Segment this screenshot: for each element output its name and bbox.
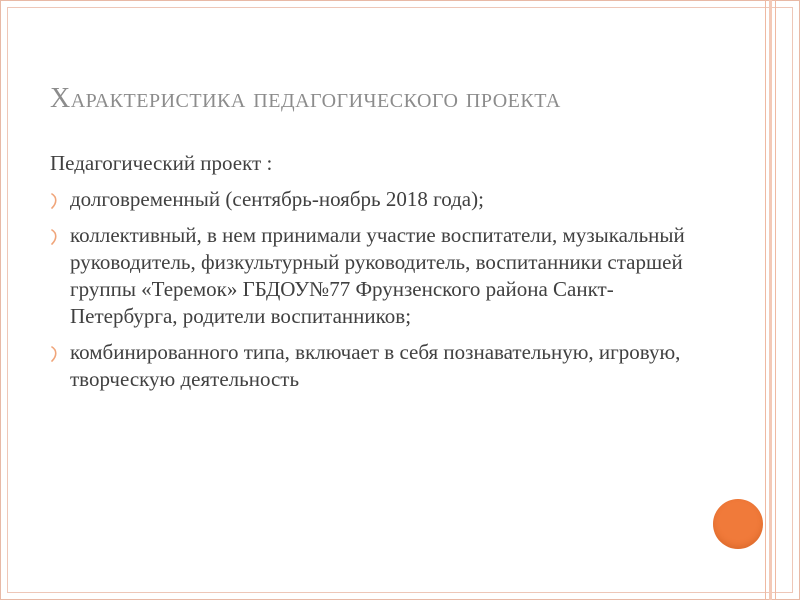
slide-body bbox=[50, 150, 710, 402]
list-item bbox=[50, 186, 710, 213]
curved-bullet-icon bbox=[50, 189, 58, 205]
decorative-stripe bbox=[769, 0, 772, 600]
list-item bbox=[50, 339, 710, 393]
decorative-stripe bbox=[765, 0, 766, 600]
slide-title: Характеристика педагогического проекта bbox=[50, 83, 561, 114]
bullet-list bbox=[50, 186, 710, 393]
curved-bullet-icon bbox=[50, 225, 58, 241]
bullet-text: долговременный (сентябрь-ноябрь 2018 года); bbox=[70, 187, 484, 211]
bullet-text: коллективный, в нем принимали участие воспитатели, музыкальный руководитель, физкультурный руководитель, воспитанники старшей группы «Теремок» ГБДОУ№77 Фрунзенского района Санкт-Петербурга, родители воспитанников; bbox=[70, 223, 685, 328]
lead-text: Педагогический проект : bbox=[50, 151, 273, 175]
bullet-text: комбинированного типа, включает в себя познавательную, игровую, творческую деятельность bbox=[70, 340, 681, 391]
decorative-stripe bbox=[775, 0, 776, 600]
list-item bbox=[50, 222, 710, 330]
accent-circle bbox=[713, 499, 763, 549]
curved-bullet-icon bbox=[50, 342, 58, 358]
